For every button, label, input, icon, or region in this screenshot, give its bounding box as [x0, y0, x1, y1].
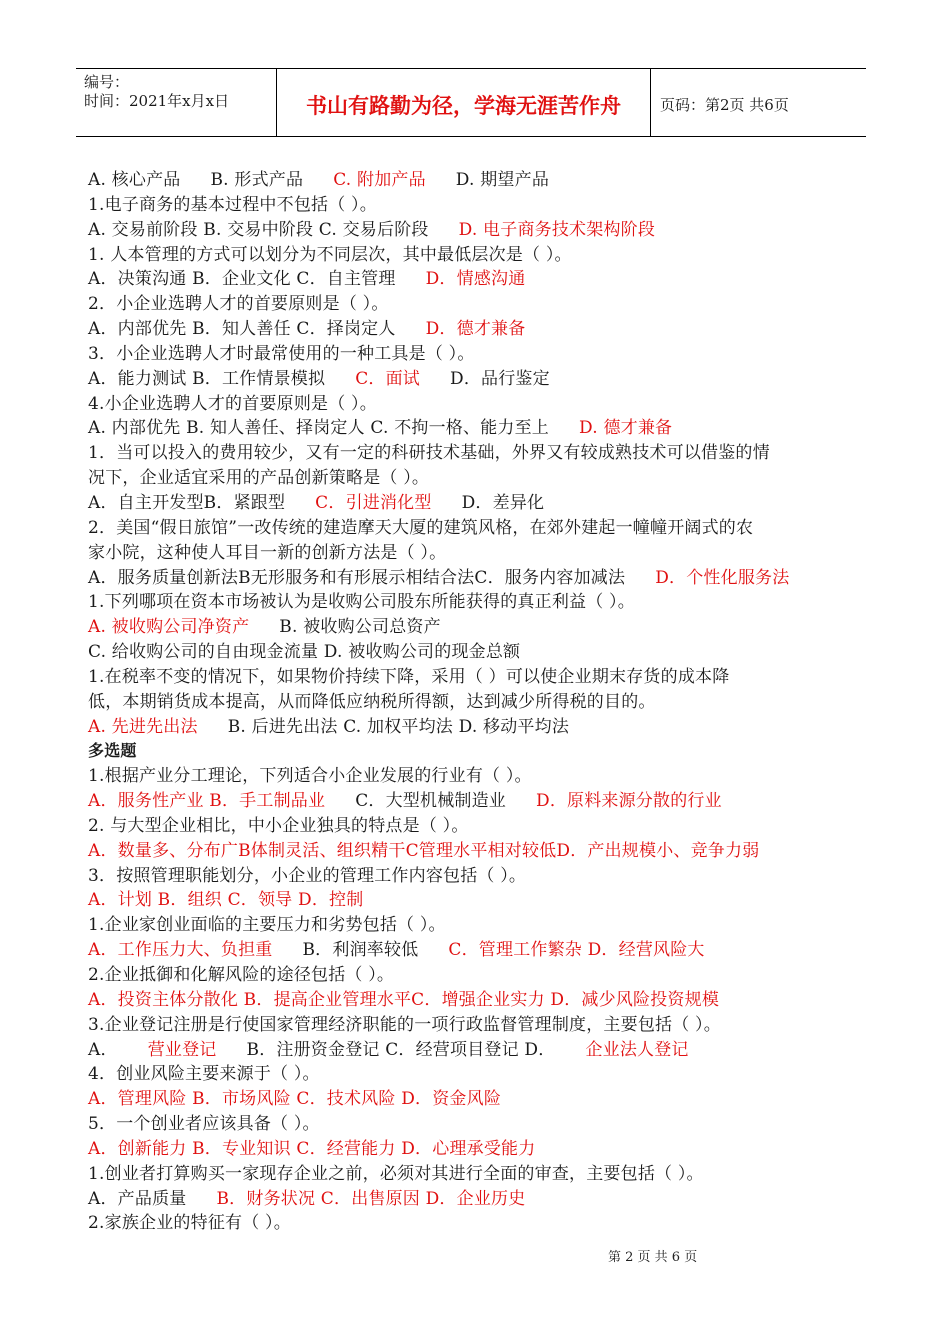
text-line [88, 665, 858, 690]
line-text: 3．小企业选聘人才时最常使用的一种工具是（ ）。 [88, 343, 475, 364]
answer-text: 企业法人登记 [585, 1039, 689, 1060]
answer-text: A．计划 B．组织 C．领导 D．控制 [88, 890, 364, 911]
text-line [88, 1162, 858, 1187]
answer-text: B．财务状况 C．出售原因 D．企业历史 [216, 1188, 526, 1209]
line-text: 1．当可以投入的费用较少，又有一定的科研技术基础，外界又有较成熟技术可以借鉴的情 [88, 443, 770, 464]
text-line [88, 640, 858, 665]
answer-text: D．情感沟通 [425, 269, 526, 290]
answer-text: A．投资主体分散化 B．提高企业管理水平C．增强企业实力 D．减少风险投资规模 [88, 989, 720, 1010]
answer-text: D．个性化服务法 [655, 567, 790, 588]
line-text: A．自主开发型B．紧跟型 [88, 492, 286, 513]
line-text: A. 内部优先 B. 知人善任、择岗定人 C. 不拘一格、能力至上 [88, 418, 550, 439]
line-text: D．差异化 [461, 492, 545, 513]
line-text: 2. 与大型企业相比，中小企业独具的特点是（ ）。 [88, 815, 469, 836]
line-text: 1.在税率不变的情况下，如果物价持续下降，采用（ ）可以使企业期末存货的成本降 [88, 666, 730, 687]
text-line [88, 416, 858, 441]
line-text: 5．一个创业者应该具备（ ）。 [88, 1114, 320, 1135]
answer-text: D．原料来源分散的行业 [536, 791, 722, 812]
line-text: 3.企业登记注册是行使国家管理经济职能的一项行政监督管理制度，主要包括（ ）。 [88, 1014, 721, 1035]
text-line [88, 938, 858, 963]
line-text: 1. 人本管理的方式可以划分为不同层次，其中最低层次是（ ）。 [88, 244, 572, 265]
line-text: 2．小企业选聘人才的首要原则是（ ）。 [88, 294, 389, 315]
answer-text: A. 先进先出法 [88, 716, 198, 737]
text-line [88, 267, 858, 292]
answer-text: C．管理工作繁杂 D．经营风险大 [448, 940, 705, 961]
text-line [88, 839, 858, 864]
line-text: 家小院，这种使人耳目一新的创新方法是（ ）。 [88, 542, 447, 563]
text-line [88, 292, 858, 317]
text-line [88, 1062, 858, 1087]
text-line [88, 814, 858, 839]
document-body [88, 168, 858, 1236]
text-line [88, 715, 858, 740]
text-line [88, 590, 858, 615]
line-text: A. 核心产品 [88, 170, 181, 190]
line-text: 1.根据产业分工理论，下列适合小企业发展的行业有（ ）。 [88, 766, 532, 787]
line-text: 况下，企业适宜采用的产品创新策略是（ ）。 [88, 468, 430, 489]
line-text: 多选题 [88, 741, 137, 761]
line-text: A．产品质量 [88, 1188, 187, 1209]
text-line [88, 367, 858, 392]
text-line [88, 541, 858, 566]
text-line [88, 690, 858, 715]
text-line [88, 615, 858, 640]
line-text: 2.家族企业的特征有（ ）。 [88, 1213, 291, 1234]
answer-text: C．引进消化型 [315, 492, 432, 513]
text-line [88, 888, 858, 913]
line-text: 4．创业风险主要来源于（ ）。 [88, 1064, 320, 1085]
answer-text: A．服务性产业 B．手工制品业 [88, 791, 326, 812]
text-line [88, 1211, 858, 1236]
text-line [88, 566, 858, 591]
text-line [88, 764, 858, 789]
line-text: C. 给收购公司的自由现金流量 D. 被收购公司的现金总额 [88, 642, 521, 663]
line-text: 3．按照管理职能划分，小企业的管理工作内容包括（ ）。 [88, 865, 527, 886]
header-page-label: 页码：第2页 共6页 [660, 96, 789, 114]
text-line [88, 739, 858, 764]
text-line [88, 168, 858, 193]
line-text: C．大型机械制造业 [355, 791, 506, 812]
text-line [88, 317, 858, 342]
line-text: 4.小企业选聘人才的首要原则是（ ）。 [88, 393, 377, 414]
line-text: A．服务质量创新法B无形服务和有形展示相结合法C．服务内容加减法 [88, 567, 626, 588]
line-text: 2.企业抵御和化解风险的途径包括（ ）。 [88, 965, 395, 985]
text-line [88, 342, 858, 367]
number-label: 编号： [84, 73, 130, 91]
answer-text: A. 被收购公司净资产 [88, 617, 250, 638]
line-text: A．内部优先 B．知人善任 C．择岗定人 [88, 319, 396, 340]
answer-text: A．工作压力大、负担重 [88, 940, 273, 961]
text-line [88, 466, 858, 491]
answer-text: C. 附加产品 [333, 170, 426, 190]
line-text: 1.下列哪项在资本市场被认为是收购公司股东所能获得的真正利益（ ）。 [88, 592, 635, 613]
answer-text: A．数量多、分布广B体制灵活、组织精干C管理水平相对较低D．产出规模小、竞争力弱 [88, 840, 760, 861]
date-label: 时间：2021年x月x日 [84, 92, 230, 110]
line-text: A．能力测试 B．工作情景模拟 [88, 368, 326, 389]
page-footer: 第 2 页 共 6 页 [608, 1250, 698, 1265]
text-line [88, 864, 858, 889]
text-line [88, 218, 858, 243]
line-text: A． [88, 1039, 118, 1060]
text-line [88, 441, 858, 466]
answer-text: A．创新能力 B．专业知识 C．经营能力 D．心理承受能力 [88, 1138, 536, 1159]
text-line [88, 491, 858, 516]
line-text: D．品行鉴定 [450, 368, 550, 389]
text-line [88, 789, 858, 814]
header-meta [76, 69, 277, 136]
text-line [88, 1013, 858, 1038]
line-text: 2．美国“假日旅馆”一改传统的建造摩天大厦的建筑风格，在郊外建起一幢幢开阔式的农 [88, 517, 754, 538]
answer-text: D. 德才兼备 [579, 418, 673, 439]
text-line [88, 1187, 858, 1212]
text-line [88, 963, 858, 988]
text-line [88, 243, 858, 268]
text-line [88, 193, 858, 218]
line-text: 1.企业家创业面临的主要压力和劣势包括（ ）。 [88, 915, 446, 936]
text-line [88, 988, 858, 1013]
text-line [88, 392, 858, 417]
text-line [88, 1112, 858, 1137]
answer-text: A．管理风险 B．市场风险 C．技术风险 D．资金风险 [88, 1089, 502, 1110]
line-text: B. 形式产品 [210, 170, 304, 190]
answer-text: C．面试 [355, 368, 420, 389]
line-text: 1.创业者打算购买一家现存企业之前，必须对其进行全面的审查，主要包括（ ）。 [88, 1163, 704, 1184]
line-text: 低，本期销货成本提高，从而降低应纳税所得额，达到减少所得税的目的。 [88, 691, 656, 712]
text-line [88, 516, 858, 541]
answer-text: D. 电子商务技术架构阶段 [458, 219, 656, 240]
line-text: A. 交易前阶段 B. 交易中阶段 C. 交易后阶段 [88, 219, 429, 240]
text-line [88, 1038, 858, 1063]
text-line [88, 1137, 858, 1162]
line-text: B. 被收购公司总资产 [279, 617, 441, 638]
answer-text: 营业登记 [147, 1039, 217, 1060]
line-text: B. 后进先出法 C. 加权平均法 D. 移动平均法 [227, 716, 570, 737]
header-motto: 书山有路勤为径，学海无涯苦作舟 [277, 69, 651, 136]
page-header [76, 68, 866, 137]
text-line [88, 1087, 858, 1112]
line-text: B．利润率较低 [302, 940, 419, 961]
line-text: D. 期望产品 [455, 170, 550, 190]
line-text: B．注册资金登记 C．经营项目登记 D． [246, 1039, 556, 1060]
line-text: 1.电子商务的基本过程中不包括（ ）。 [88, 194, 377, 215]
text-line [88, 913, 858, 938]
answer-text: D．德才兼备 [425, 319, 526, 340]
line-text: A．决策沟通 B．企业文化 C．自主管理 [88, 269, 396, 290]
